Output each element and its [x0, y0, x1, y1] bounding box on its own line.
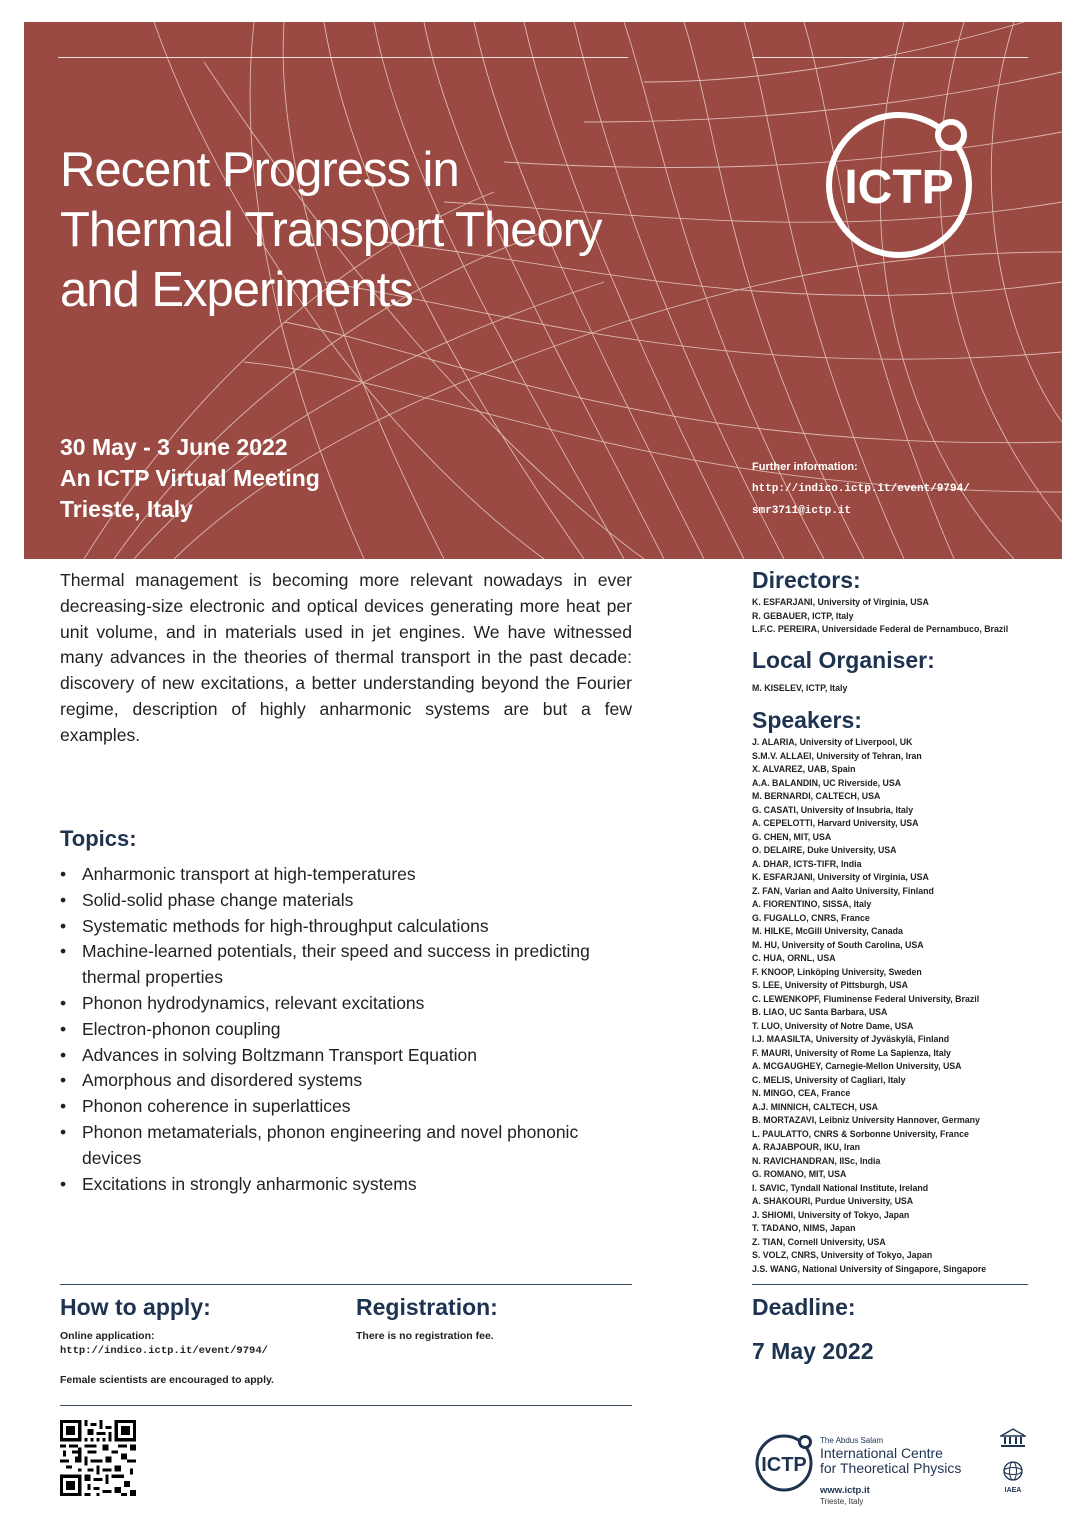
- footer-logo-text: ICTP: [761, 1454, 807, 1476]
- list-item: A.A. BALANDIN, UC Riverside, USA: [752, 777, 902, 788]
- header-rule-right: [752, 57, 1028, 58]
- footer-line-3: for Theoretical Physics: [820, 1460, 962, 1476]
- event-type: An ICTP Virtual Meeting: [60, 465, 320, 491]
- header-banner: [24, 22, 1062, 559]
- unesco-logo: [1000, 1428, 1026, 1455]
- list-item: X. ALVAREZ, UAB, Spain: [752, 764, 856, 774]
- iaea-label: IAEA: [1004, 1487, 1022, 1494]
- list-item: M. BERNARDI, CALTECH, USA: [752, 791, 881, 801]
- apply-url-link[interactable]: http://indico.ictp.it/event/9794/: [60, 1345, 268, 1357]
- footer-city: Trieste, Italy: [820, 1497, 864, 1506]
- event-info: [60, 432, 320, 525]
- list-item: • Excitations in strongly anharmonic systems: [60, 1172, 640, 1198]
- intro-paragraph: Thermal management is becoming more relevant nowadays in ever decreasing-size electronic and optical devices generating more heat per unit volume, and in materials used in jet engines. We have witnessed many advances in the theories of thermal transport in the past decade: discovery of new excitations, a better understanding beyond the Fourier regime, description of highly anharmonic systems are but a few examples.: [60, 570, 632, 745]
- speakers-section: [752, 706, 986, 1276]
- event-dates: 30 May - 3 June 2022: [60, 434, 288, 460]
- qr-code-icon: [60, 1420, 136, 1496]
- deadline-date: 7 May 2022: [752, 1338, 874, 1364]
- ictp-logo-text: ICTP: [844, 161, 954, 214]
- iaea-logo: [1002, 1460, 1024, 1494]
- list-item: Z. TIAN, Cornell University, USA: [752, 1236, 886, 1247]
- directors-list: [752, 596, 1008, 637]
- apply-note: Female scientists are encouraged to apply.: [60, 1374, 274, 1386]
- list-item: Z. FAN, Varian and Aalto University, Finland: [752, 885, 934, 896]
- list-item: M. HILKE, McGill University, Canada: [752, 926, 903, 936]
- list-item: C. MELIS, University of Cagliari, Italy: [752, 1074, 906, 1085]
- list-item: F. MAURI, University of Rome La Sapienza, Italy: [752, 1047, 951, 1058]
- further-information: [752, 456, 970, 522]
- unesco-icon: [1000, 1428, 1026, 1450]
- list-item: F. KNOOP, Linköping University, Sweden: [752, 966, 922, 977]
- list-item: J.S. WANG, National University of Singapore, Singapore: [752, 1263, 987, 1274]
- list-item: T. TADANO, NIMS, Japan: [752, 1223, 856, 1233]
- local-organiser-list: [752, 682, 935, 696]
- list-item: I. SAVIC, Tyndall National Institute, Ireland: [752, 1182, 929, 1193]
- list-item: A. SHAKOURI, Purdue University, USA: [752, 1196, 914, 1206]
- apply-details: [60, 1329, 274, 1388]
- title-line-1: Recent Progress in: [60, 143, 459, 197]
- list-item: C. LEWENKOPF, Fluminense Federal University, Brazil: [752, 993, 980, 1004]
- title-line-3: and Experiments: [60, 263, 413, 317]
- list-item: B. MORTAZAVI, Leibniz University Hannover, Germany: [752, 1115, 980, 1125]
- further-url-link[interactable]: http://indico.ictp.it/event/9794/: [752, 483, 970, 495]
- list-item: A. FIORENTINO, SISSA, Italy: [752, 899, 872, 909]
- header-rule-left: [58, 57, 628, 58]
- apply-line: Online application:: [60, 1330, 155, 1342]
- directors-heading: Directors:: [752, 567, 861, 593]
- list-item: • Phonon metamaterials, phonon engineering and novel phononic devices: [60, 1120, 640, 1172]
- list-item: • Machine-learned potentials, their speed and success in predicting thermal properties: [60, 939, 640, 991]
- list-item: N. RAVICHANDRAN, IISc, India: [752, 1155, 881, 1166]
- list-item: L. PAULATTO, CNRS & Sorbonne University, France: [752, 1128, 969, 1139]
- registration-text: There is no registration fee.: [356, 1330, 494, 1342]
- list-item: • Phonon hydrodynamics, relevant excitations: [60, 991, 640, 1017]
- topics-heading: Topics:: [60, 826, 137, 851]
- list-item: A. CEPELOTTI, Harvard University, USA: [752, 818, 919, 828]
- deadline-heading: Deadline:: [752, 1294, 856, 1320]
- list-item: R. GEBAUER, ICTP, Italy: [752, 610, 854, 621]
- speakers-list: [752, 736, 986, 1276]
- list-item: J. SHIOMI, University of Tokyo, Japan: [752, 1209, 910, 1220]
- list-item: G. FUGALLO, CNRS, France: [752, 912, 870, 923]
- topics-list: [60, 862, 640, 1197]
- list-item: A. DHAR, ICTS-TIFR, India: [752, 858, 862, 869]
- list-item: G. CASATI, University of Insubria, Italy: [752, 804, 914, 815]
- list-item: S. LEE, University of Pittsburgh, USA: [752, 980, 908, 990]
- list-item: • Amorphous and disordered systems: [60, 1068, 640, 1094]
- list-item: G. ROMANO, MIT, USA: [752, 1169, 847, 1179]
- iaea-icon: [1002, 1460, 1024, 1482]
- local-organiser-section: [752, 646, 935, 696]
- local-organiser-heading: Local Organiser:: [752, 647, 935, 673]
- list-item: A. MCGAUGHEY, Carnegie-Mellon University, USA: [752, 1061, 962, 1071]
- footer-line-2: International Centre: [820, 1445, 943, 1461]
- list-item: J. ALARIA, University of Liverpool, UK: [752, 737, 913, 747]
- footer-logo: [752, 1430, 816, 1499]
- speakers-heading: Speakers:: [752, 707, 862, 733]
- list-item: T. LUO, University of Notre Dame, USA: [752, 1020, 914, 1031]
- list-item: K. ESFARJANI, University of Virginia, USA: [752, 872, 929, 882]
- directors-section: [752, 566, 1008, 637]
- list-item: • Advances in solving Boltzmann Transport Equation: [60, 1043, 640, 1069]
- list-item: C. HUA, ORNL, USA: [752, 953, 836, 963]
- page-title: [60, 140, 602, 320]
- qr-code[interactable]: [60, 1420, 136, 1501]
- title-line-2: Thermal Transport Theory: [60, 203, 602, 257]
- list-item: I.J. MAASILTA, University of Jyväskylä, Finland: [752, 1034, 950, 1044]
- list-item: • Systematic methods for high-throughput calculations: [60, 914, 640, 940]
- further-label: Further information:: [752, 461, 858, 473]
- list-item: • Phonon coherence in superlattices: [60, 1094, 640, 1120]
- ictp-logo: [819, 105, 979, 270]
- list-item: N. MINGO, CEA, France: [752, 1088, 851, 1098]
- registration-heading: Registration:: [356, 1294, 498, 1320]
- list-item: A. RAJABPOUR, IKU, Iran: [752, 1142, 861, 1152]
- further-email-link[interactable]: smr3711@ictp.it: [752, 505, 852, 517]
- how-to-apply-heading: How to apply:: [60, 1294, 211, 1320]
- list-item: • Solid-solid phase change materials: [60, 888, 640, 914]
- list-item: A.J. MINNICH, CALTECH, USA: [752, 1101, 878, 1112]
- list-item: G. CHEN, MIT, USA: [752, 831, 832, 842]
- footer-website-link[interactable]: www.ictp.it: [820, 1485, 870, 1496]
- list-item: S. VOLZ, CNRS, University of Tokyo, Japan: [752, 1250, 933, 1260]
- ictp-logo-icon: [819, 105, 979, 265]
- list-item: • Electron-phonon coupling: [60, 1017, 640, 1043]
- ictp-footer-logo-icon: [752, 1430, 816, 1494]
- divider: [60, 1284, 632, 1285]
- list-item: M. KISELEV, ICTP, Italy: [752, 683, 848, 693]
- list-item: K. ESFARJANI, University of Virginia, USA: [752, 597, 929, 607]
- event-location: Trieste, Italy: [60, 496, 193, 522]
- list-item: L.F.C. PEREIRA, Universidade Federal de Pernambuco, Brazil: [752, 624, 1009, 634]
- list-item: O. DELAIRE, Duke University, USA: [752, 845, 897, 855]
- divider: [60, 1405, 632, 1406]
- footer-institution: [820, 1436, 961, 1507]
- footer-line-1: The Abdus Salam: [820, 1436, 884, 1445]
- list-item: B. LIAO, UC Santa Barbara, USA: [752, 1007, 888, 1017]
- divider: [752, 1284, 1028, 1285]
- list-item: M. HU, University of South Carolina, USA: [752, 939, 924, 950]
- list-item: • Anharmonic transport at high-temperatures: [60, 862, 640, 888]
- list-item: S.M.V. ALLAEI, University of Tehran, Iran: [752, 750, 922, 761]
